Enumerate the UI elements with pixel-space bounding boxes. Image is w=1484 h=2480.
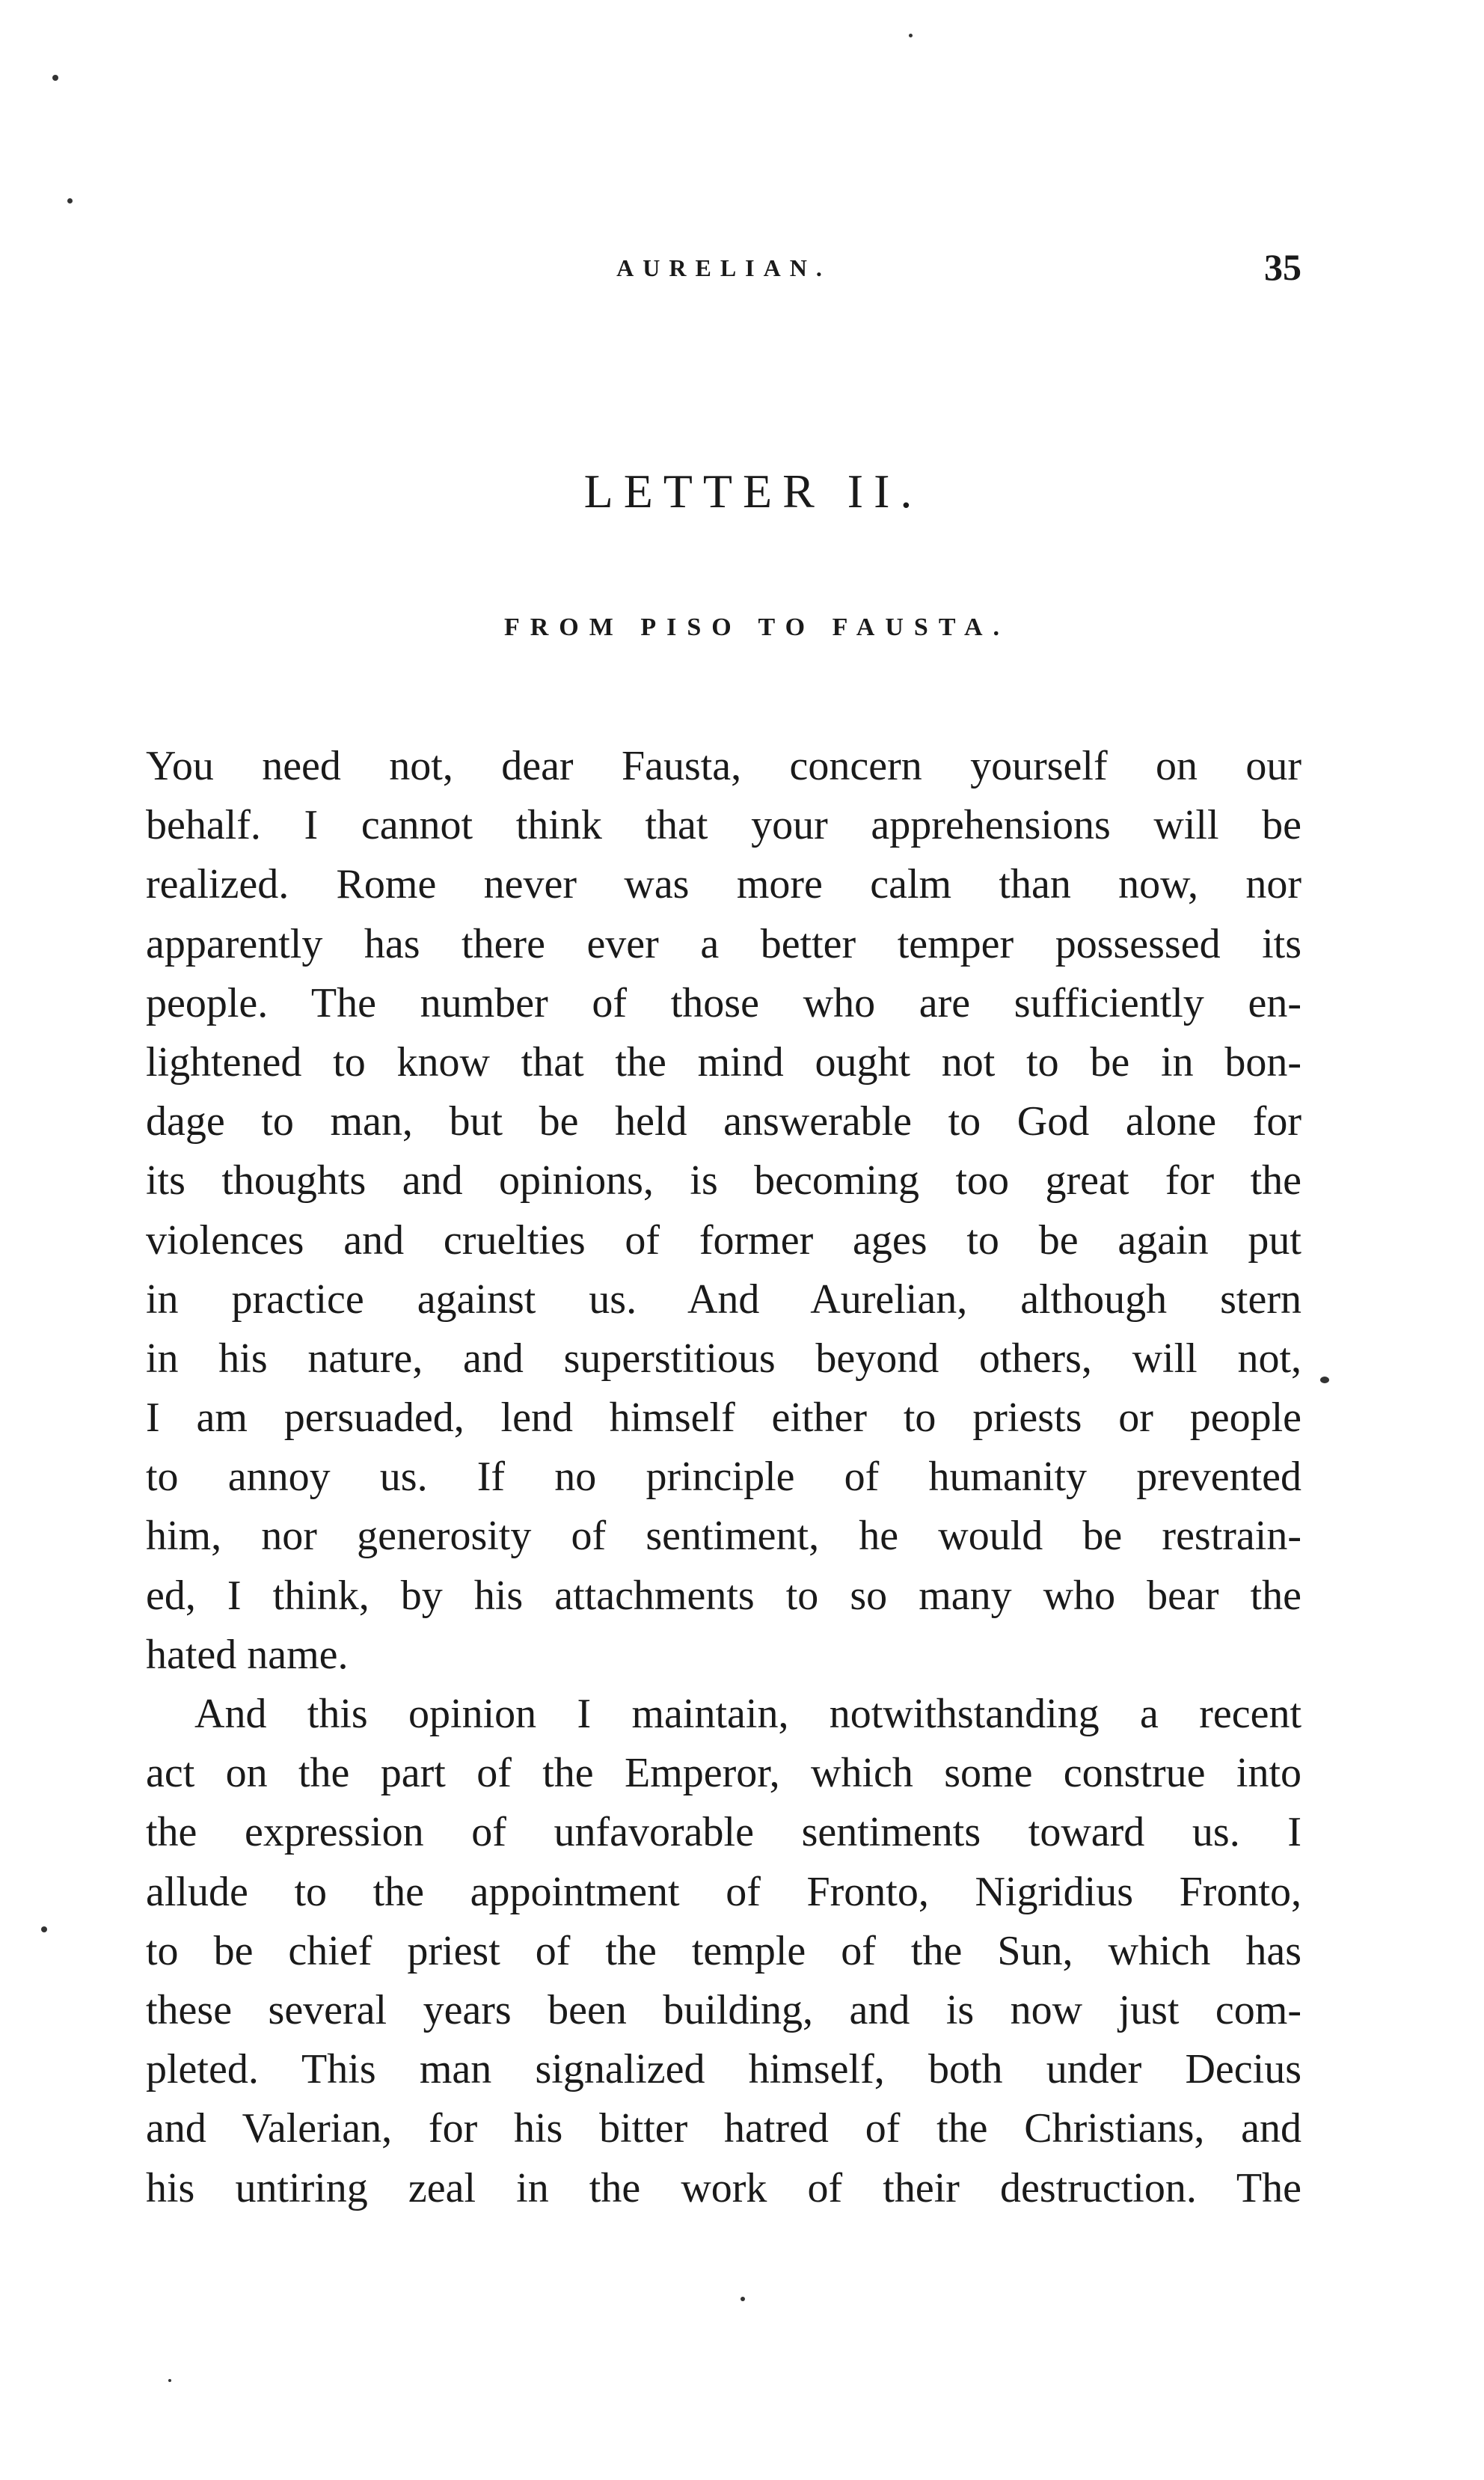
text-line: in practice against us. And Aurelian, although stern: [146, 1276, 1301, 1323]
letter-heading: LETTER II.: [583, 465, 923, 518]
text-line: lightened to know that the mind ought not to be in bon-: [146, 1038, 1301, 1086]
scan-speck: [52, 75, 58, 81]
text-line: in his nature, and superstitious beyond others, will not,: [146, 1335, 1301, 1382]
text-line: pleted. This man signalized himself, both under Decius: [146, 2046, 1301, 2093]
text-line: hated name.: [146, 1631, 349, 1678]
text-line: him, nor generosity of sentiment, he would be restrain-: [146, 1513, 1301, 1560]
text-line: violences and cruelties of former ages to be again put: [146, 1216, 1301, 1264]
text-line: allude to the appointment of Fronto, Nigridius Fronto,: [146, 1868, 1301, 1915]
text-line: these several years been building, and is now just com-: [146, 1986, 1301, 2033]
text-line: and Valerian, for his bitter hatred of the Christians, and: [146, 2105, 1301, 2152]
running-title: AURELIAN.: [616, 254, 831, 281]
text-line: ed, I think, by his attachments to so many who bear the: [146, 1572, 1301, 1619]
text-line: dage to man, but be held answerable to God alone for: [146, 1098, 1301, 1145]
text-line: to annoy us. If no principle of humanity prevented: [146, 1454, 1301, 1501]
text-line: people. The number of those who are sufficiently en-: [146, 979, 1301, 1026]
body-text: [146, 737, 1301, 2218]
running-head: [146, 246, 1301, 299]
scan-speck: [741, 2297, 745, 2301]
text-line: the expression of unfavorable sentiments toward us. I: [146, 1809, 1301, 1856]
page-number: 35: [1264, 246, 1301, 288]
text-line: behalf. I cannot think that your apprehensions will be: [146, 802, 1301, 849]
scan-speck: [168, 2379, 171, 2382]
scan-speck: [1320, 1377, 1329, 1383]
paragraph-1: [146, 737, 1301, 1685]
scan-speck: [909, 34, 913, 37]
scan-speck: [41, 1926, 47, 1932]
text-line: I am persuaded, lend himself either to priests or people: [146, 1394, 1301, 1442]
text-line: And this opinion I maintain, notwithstanding a recent: [194, 1691, 1301, 1737]
scan-speck: [67, 198, 73, 203]
text-line: apparently has there ever a better temper possessed its: [146, 920, 1301, 967]
letter-subheading: FROM PISO TO FAUSTA.: [503, 613, 1011, 641]
text-line: realized. Rome never was more calm than now, nor: [146, 861, 1301, 908]
text-line: You need not, dear Fausta, concern yourself on our: [146, 743, 1301, 789]
paragraph-2: [146, 1685, 1301, 2218]
text-line: act on the part of the Emperor, which some construe into: [146, 1750, 1301, 1797]
text-line: his untiring zeal in the work of their destruction. The: [146, 2164, 1301, 2211]
text-line: its thoughts and opinions, is becoming too great for the: [146, 1157, 1301, 1204]
text-line: to be chief priest of the temple of the Sun, which has: [146, 1927, 1301, 1974]
